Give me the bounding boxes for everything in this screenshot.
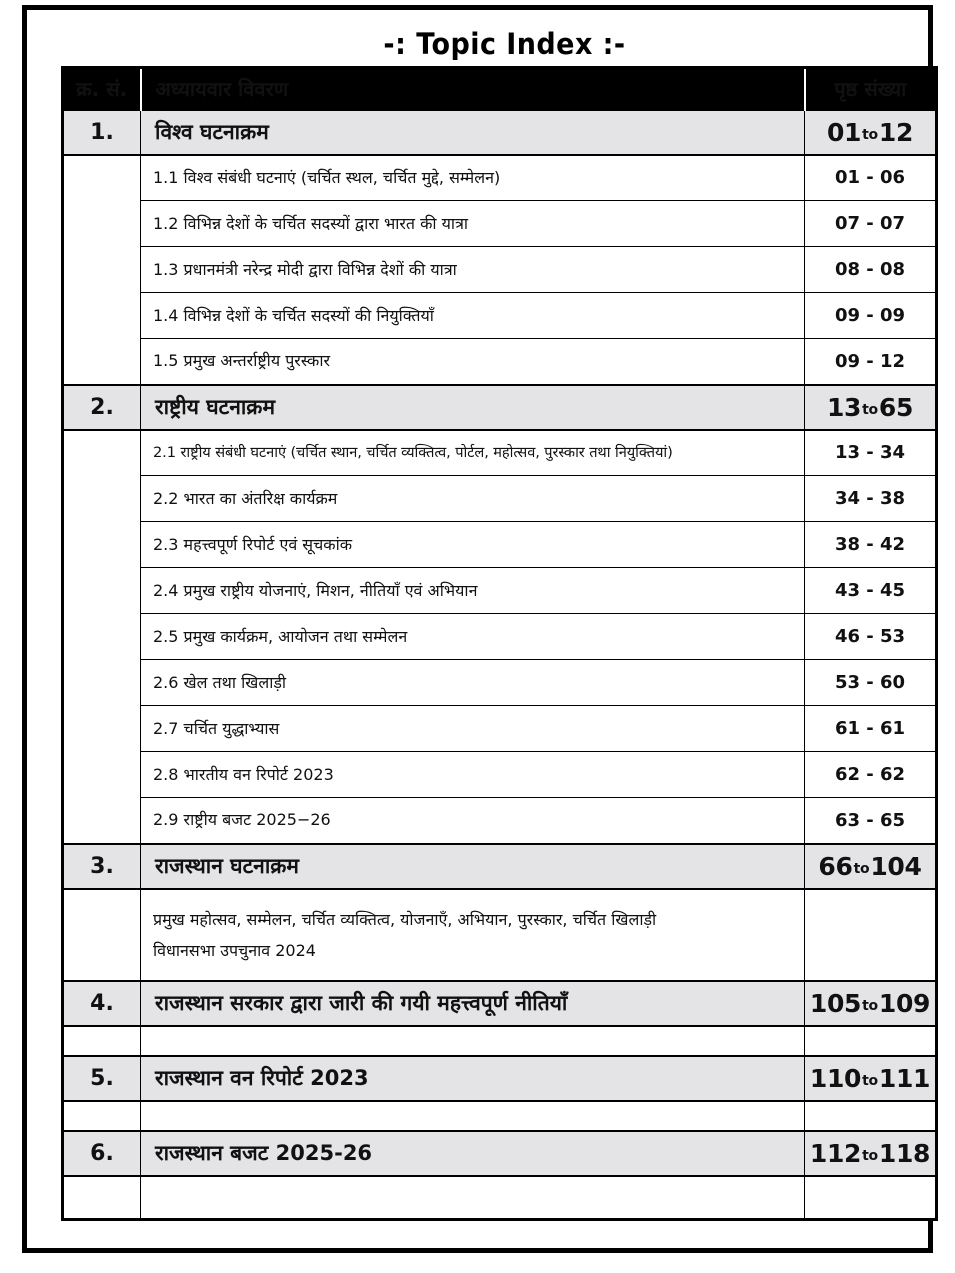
chapter-row[interactable]	[63, 385, 937, 430]
page-to: 12	[878, 117, 914, 147]
spacer-cell-sno	[63, 1176, 141, 1220]
chapter-title: राजस्थान बजट 2025-26	[141, 1131, 805, 1176]
chapter-serial-number: 3.	[63, 844, 141, 889]
subtopic-label: 1.2 विभिन्न देशों के चर्चित सदस्यों द्वारा भारत की यात्रा	[141, 201, 805, 247]
page-range-to-label: to	[862, 401, 878, 418]
subtopic-pages: 08 - 08	[805, 247, 937, 293]
chapter-row[interactable]	[63, 844, 937, 889]
table-body	[63, 110, 937, 1220]
subtopic-label: 2.7 चर्चित युद्धाभ्यास	[141, 706, 805, 752]
subtopic-label: 2.1 राष्ट्रीय संबंधी घटनाएं (चर्चित स्थान, चर्चित व्यक्तित्व, पोर्टल, महोत्सव, पुरस्कार तथा नियुक्तियां)	[141, 430, 805, 476]
subtopic-label: 2.6 खेल तथा खिलाड़ी	[141, 660, 805, 706]
table-row[interactable]	[63, 614, 937, 660]
chapter-serial-number: 4.	[63, 981, 141, 1026]
table-row[interactable]	[63, 430, 937, 476]
page-range-to-label: to	[862, 1147, 878, 1164]
table-row[interactable]	[63, 476, 937, 522]
chapter-row[interactable]	[63, 1131, 937, 1176]
subtopic-label: 1.4 विभिन्न देशों के चर्चित सदस्यों की नियुक्तियाँ	[141, 293, 805, 339]
spacer-row	[63, 1101, 937, 1131]
page-range-to-label: to	[853, 860, 870, 877]
table-row[interactable]	[63, 568, 937, 614]
chapter-page-range	[805, 1131, 937, 1176]
chapter-serial-number: 1.	[63, 110, 141, 155]
spacer-cell-page	[805, 1026, 937, 1056]
page-title: -: Topic Index :-	[383, 27, 626, 61]
chapter-row[interactable]	[63, 110, 937, 155]
page-content	[58, 22, 951, 1256]
subtopic-pages: 61 - 61	[805, 706, 937, 752]
chapter-page-range	[805, 1056, 937, 1101]
page-range-to-label: to	[862, 997, 878, 1014]
page-to: 104	[870, 851, 922, 881]
topic-index-table	[61, 66, 938, 1221]
table-row[interactable]	[63, 339, 937, 385]
spacer-cell-desc	[141, 1176, 805, 1220]
page-range-to-label: to	[862, 1072, 878, 1089]
chapter-description-line-1: प्रमुख महोत्सव, सम्मेलन, चर्चित व्यक्तित्व, योजनाएँ, अभियान, पुरस्कार, चर्चित खिलाड़ी	[153, 909, 657, 929]
serial-number-spacer	[63, 889, 141, 981]
subtopic-pages: 34 - 38	[805, 476, 937, 522]
subtopic-pages: 62 - 62	[805, 752, 937, 798]
table-row[interactable]	[63, 201, 937, 247]
page-from: 66	[818, 851, 853, 881]
subtopic-pages: 09 - 12	[805, 339, 937, 385]
subtopic-pages: 13 - 34	[805, 430, 937, 476]
table-row[interactable]	[63, 247, 937, 293]
subtopic-pages: 63 - 65	[805, 798, 937, 844]
subtopic-pages: 46 - 53	[805, 614, 937, 660]
chapter-row[interactable]	[63, 981, 937, 1026]
subtopic-label: 2.4 प्रमुख राष्ट्रीय योजनाएं, मिशन, नीतियाँ एवं अभियान	[141, 568, 805, 614]
subtopic-pages	[805, 889, 937, 981]
chapter-serial-number: 2.	[63, 385, 141, 430]
subtopic-label: 1.3 प्रधानमंत्री नरेन्द्र मोदी द्वारा विभिन्न देशों की यात्रा	[141, 247, 805, 293]
page-range-to-label: to	[862, 126, 878, 143]
spacer-cell-sno	[63, 1101, 141, 1131]
page-to: 65	[878, 392, 914, 422]
chapter-page-range	[805, 385, 937, 430]
table-row[interactable]	[63, 889, 937, 981]
chapter-title: राजस्थान घटनाक्रम	[141, 844, 805, 889]
chapter-serial-number: 6.	[63, 1131, 141, 1176]
serial-number-spacer	[63, 155, 141, 385]
table-header	[63, 68, 937, 110]
chapter-page-range	[805, 981, 937, 1026]
spacer-cell-page	[805, 1101, 937, 1131]
page-from: 110	[809, 1063, 862, 1093]
column-header-page-number: पृष्ठ संख्या	[805, 68, 937, 110]
spacer-row	[63, 1026, 937, 1056]
table-row[interactable]	[63, 660, 937, 706]
subtopic-label: 2.8 भारतीय वन रिपोर्ट 2023	[141, 752, 805, 798]
chapter-serial-number: 5.	[63, 1056, 141, 1101]
chapter-title: राष्ट्रीय घटनाक्रम	[141, 385, 805, 430]
chapter-title: राजस्थान सरकार द्वारा जारी की गयी महत्त्वपूर्ण नीतियाँ	[141, 981, 805, 1026]
subtopic-label: 2.5 प्रमुख कार्यक्रम, आयोजन तथा सम्मेलन	[141, 614, 805, 660]
chapter-title: राजस्थान वन रिपोर्ट 2023	[141, 1056, 805, 1101]
chapter-title: विश्व घटनाक्रम	[141, 110, 805, 155]
page-from: 105	[809, 988, 862, 1018]
table-header-row	[63, 68, 937, 110]
chapter-page-range	[805, 110, 937, 155]
page-from: 01	[826, 117, 862, 147]
table-row[interactable]	[63, 293, 937, 339]
page-from: 13	[826, 392, 862, 422]
spacer-cell-desc	[141, 1026, 805, 1056]
subtopic-pages: 07 - 07	[805, 201, 937, 247]
table-row[interactable]	[63, 706, 937, 752]
spacer-cell-page	[805, 1176, 937, 1220]
subtopic-label: 2.3 महत्त्वपूर्ण रिपोर्ट एवं सूचकांक	[141, 522, 805, 568]
spacer-cell-desc	[141, 1101, 805, 1131]
subtopic-pages: 43 - 45	[805, 568, 937, 614]
table-row[interactable]	[63, 155, 937, 201]
chapter-description-block	[141, 889, 805, 981]
table-row[interactable]	[63, 522, 937, 568]
subtopic-label: 1.1 विश्व संबंधी घटनाएं (चर्चित स्थल, चर्चित मुद्दे, सम्मेलन)	[141, 155, 805, 201]
chapter-description-line-2: विधानसभा उपचुनाव 2024	[153, 940, 316, 960]
chapter-page-range	[805, 844, 937, 889]
page-from: 112	[809, 1138, 862, 1168]
page-to: 109	[878, 988, 931, 1018]
subtopic-label: 2.2 भारत का अंतरिक्ष कार्यक्रम	[141, 476, 805, 522]
page-to: 118	[878, 1138, 931, 1168]
subtopic-label: 1.5 प्रमुख अन्तर्राष्ट्रीय पुरस्कार	[141, 339, 805, 385]
serial-number-spacer	[63, 430, 141, 844]
spacer-row	[63, 1176, 937, 1220]
page-to: 111	[878, 1063, 931, 1093]
subtopic-pages: 09 - 09	[805, 293, 937, 339]
table-row[interactable]	[63, 752, 937, 798]
subtopic-label: 2.9 राष्ट्रीय बजट 2025−26	[141, 798, 805, 844]
column-header-serial-number: क्र. सं.	[63, 68, 141, 110]
chapter-row[interactable]	[63, 1056, 937, 1101]
subtopic-pages: 53 - 60	[805, 660, 937, 706]
column-header-description: अध्यायवार विवरण	[141, 68, 805, 110]
page-border-frame	[22, 5, 933, 1253]
subtopic-pages: 38 - 42	[805, 522, 937, 568]
spacer-cell-sno	[63, 1026, 141, 1056]
subtopic-pages: 01 - 06	[805, 155, 937, 201]
table-row[interactable]	[63, 798, 937, 844]
